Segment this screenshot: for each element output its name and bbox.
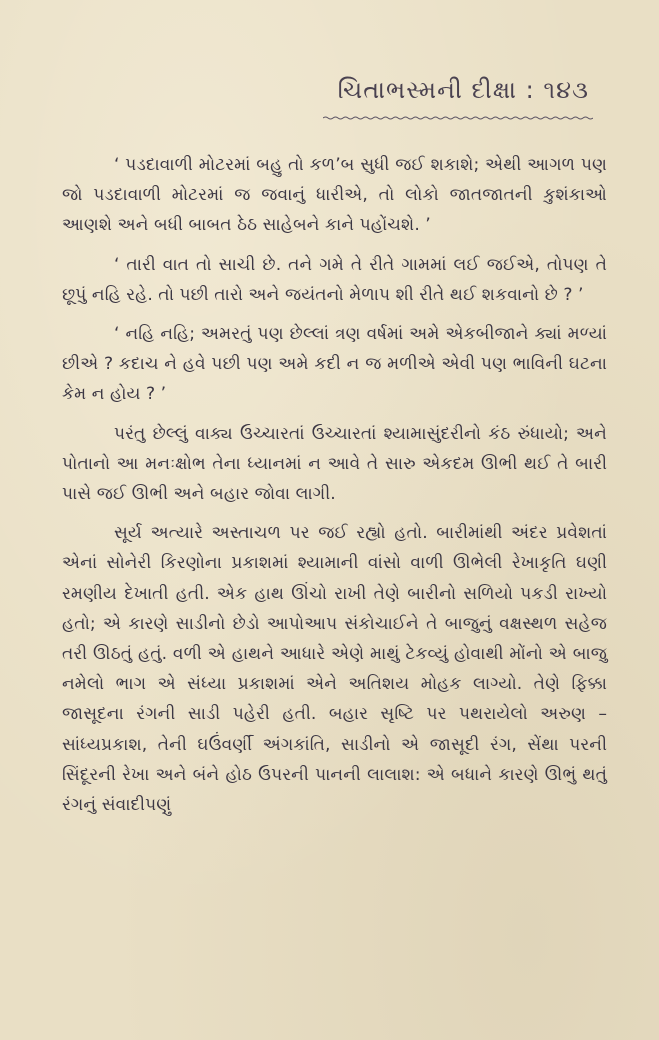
header-wavy-rule [323, 116, 593, 120]
body-text [62, 150, 607, 829]
paragraph-3: ‘ નહિ નહિ; અમરતું પણ છેલ્લાં ત્રણ વર્ષમાં અમે એકબીજાને ક્યાં મળ્યાં છીએ ? કદાચ ને હવે પછી પણ અમે કદી ન જ મળીએ એવી પણ ભાવિની ઘટના કેમ ન હોય ? ’ [62, 324, 607, 405]
running-head: ચિતાભસ્મની દીક્ષા : ૧૪૩ [337, 76, 589, 104]
paragraph-5: સૂર્ય અત્યારે અસ્તાચળ પર જઈ રહ્યો હતો. બારીમાંથી અંદર પ્રવેશતાં એનાં સોનેરી કિરણોના પ્રકાશમાં શ્યામાની વાંસો વાળી ઊભેલી રેખાકૃતિ ઘણી રમણીય દેખાતી હતી. એક હાથ ઊંચો રાખી તેણે બારીનો સળિયો પકડી રાખ્યો હતો; એ કારણે સાડીનો છેડો આપોઆપ સંકોચાઈને તે બાજુનું વક્ષસ્થળ સહેજ તરી ઊઠતું હતું. વળી એ હાથને આધારે એણે માથું ટેકવ્યું હોવાથી મોંનો એ બાજુ નમેલો ભાગ એ સંધ્યા પ્રકાશમાં એને અતિશય મોહક લાગ્યો. તેણે ફિક્કા જાસૂદના રંગની સાડી પહેરી હતી. બહાર સૃષ્ટિ પર પથરાયેલો અરુણ – સાંધ્યપ્રકાશ, તેની ઘઉંવર્ણી અંગકાંતિ, સાડીનો એ જાસૂદી રંગ, સેંથા પરની સિંદૂરની રેખા અને બંને હોઠ ઉપરની પાનની લાલાશ: એ બધાને કારણે ઊભું થતું રંગનું સંવાદીપણું [62, 523, 607, 816]
paragraph-4: પરંતુ છેલ્લું વાક્ય ઉચ્ચારતાં ઉચ્ચારતાં શ્યામાસુંદરીનો કંઠ રુંધાયો; અને પોતાનો આ મનઃક્ષોભ તેના ધ્યાનમાં ન આવે તે સારુ એકદમ ઊભી થઈ તે બારી પાસે જઈ ઊભી અને બહાર જોવા લાગી. [62, 423, 607, 505]
paragraph-2: ‘ તારી વાત તો સાચી છે. તને ગમે તે રીતે ગામમાં લઈ જઈએ, તોપણ તે છૂપું નહિ રહે. તો પછી તારો અને જયંતનો મેળાપ શી રીતે થઈ શકવાનો છે ? ’ [62, 254, 607, 305]
paragraph-1: ‘ પડદાવાળી મોટરમાં બહુ તો કળ’બ સુધી જઈ શકાશે; એથી આગળ પણ જો પડદાવાળી મોટરમાં જ જવાનું ધારીએ, તો લોકો જાતજાતની કુશંકાઓ આણશે અને બધી બાબત ઠેઠ સાહેબને કાને પહોંચશે. ’ [62, 155, 607, 236]
